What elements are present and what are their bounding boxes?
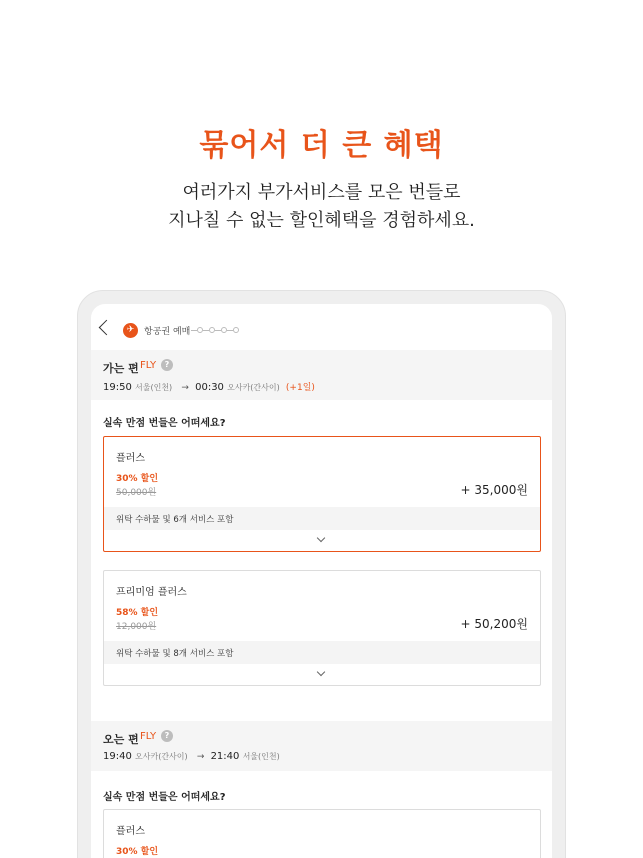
inbound-arrive-time: 21:40 (210, 751, 240, 762)
bundle-discount: 58% 할인 (116, 608, 159, 618)
bundle-includes: 위탁 수하물 및 8개 서비스 포함 (104, 641, 540, 664)
promo-subtitle-line-2: 지나칠 수 없는 할인혜택을 경험하세요. (168, 210, 475, 231)
inbound-leg-header (91, 721, 552, 771)
bundle-name: 프리미엄 플러스 (116, 587, 187, 598)
outbound-depart-time: 19:50 (103, 382, 132, 393)
bundle-name: 플러스 (116, 453, 145, 464)
promo-headline: 묶어서 더 큰 혜택 (199, 128, 444, 163)
outbound-leg-header (91, 350, 552, 400)
outbound-bundle-question: 실속 만점 번들은 어떠세요? (103, 418, 226, 429)
top-nav (91, 304, 552, 348)
outbound-depart-city: 서울(인천) (135, 383, 173, 392)
chevron-down-icon[interactable] (317, 668, 325, 676)
outbound-arrive-city: 오사카(간사이) (227, 383, 280, 392)
bundle-price: + 35,000원 (460, 483, 528, 497)
progress-steps (191, 327, 239, 333)
outbound-airline: FLY (140, 360, 157, 371)
bundle-discount: 30% 할인 (116, 474, 159, 484)
outbound-route (103, 380, 315, 393)
airplane-icon: ✈ (123, 323, 138, 338)
bundle-original-price: 12,000원 (116, 622, 157, 632)
outbound-arrive-time: 00:30 (195, 382, 224, 393)
nav-title: 항공권 예매 (144, 327, 191, 337)
bundle-card-plus-inbound[interactable] (103, 809, 541, 858)
inbound-label: 오는 편 (103, 733, 139, 746)
promo-subtitle-line-1: 여러가지 부가서비스를 모은 번들로 (182, 182, 461, 203)
app-screen (91, 304, 552, 858)
bundle-original-price: 50,000원 (116, 488, 157, 498)
bundle-includes: 위탁 수하물 및 6개 서비스 포함 (104, 507, 540, 530)
inbound-depart-city: 오사카(간사이) (135, 752, 188, 761)
arrow-right-icon: → (196, 752, 205, 762)
bundle-name: 플러스 (116, 826, 145, 837)
help-icon[interactable]: ? (161, 359, 173, 371)
inbound-depart-time: 19:40 (103, 751, 132, 762)
bundle-card-plus[interactable] (103, 436, 541, 552)
inbound-airline: FLY (140, 731, 157, 742)
help-icon[interactable]: ? (161, 730, 173, 742)
outbound-label: 가는 편 (103, 362, 139, 375)
bundle-price: + 50,200원 (460, 617, 528, 631)
inbound-bundle-question: 실속 만점 번들은 어떠세요? (103, 792, 226, 803)
inbound-arrive-city: 서울(인천) (242, 752, 280, 761)
chevron-down-icon[interactable] (317, 534, 325, 542)
inbound-route (103, 751, 283, 762)
chevron-left-icon[interactable] (99, 320, 115, 336)
arrow-right-icon: → (181, 383, 189, 393)
bundle-discount: 30% 할인 (116, 847, 159, 857)
next-day-badge: (+1일) (285, 383, 315, 393)
bundle-card-premium-plus[interactable] (103, 570, 541, 686)
